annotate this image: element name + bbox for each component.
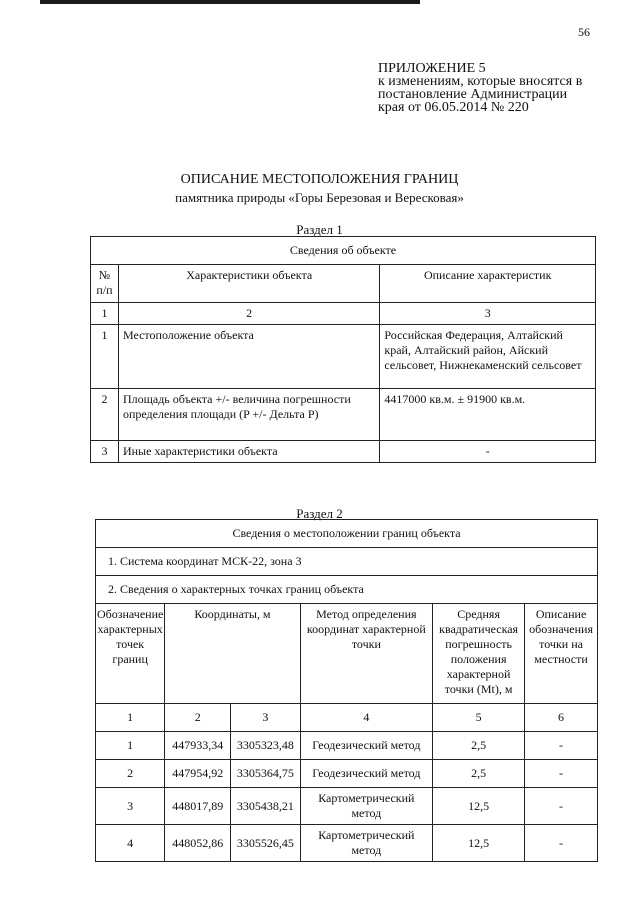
column-number: 2 (118, 303, 379, 325)
coordinate-x: 447933,34 (165, 732, 231, 760)
method: Геодезический метод (300, 760, 432, 788)
appendix-title: ПРИЛОЖЕНИЕ 5 (378, 61, 486, 76)
point-number: 2 (96, 760, 165, 788)
method: Геодезический метод (300, 732, 432, 760)
point-description: - (525, 825, 598, 862)
header-point: Обозначение характерных точек границ (96, 604, 165, 704)
method: Картометрический метод (300, 788, 432, 825)
section-1-caption: Сведения об объекте (91, 237, 596, 265)
row-value: - (380, 441, 596, 463)
row-number: 2 (91, 389, 119, 441)
column-number: 3 (380, 303, 596, 325)
row-name: Местоположение объекта (118, 325, 379, 389)
column-number: 1 (96, 704, 165, 732)
mean-error: 2,5 (433, 732, 525, 760)
point-number: 1 (96, 732, 165, 760)
coordinate-x: 447954,92 (165, 760, 231, 788)
appendix-line-3: края от 06.05.2014 № 220 (378, 100, 529, 115)
row-number: 1 (91, 325, 119, 389)
table-row (91, 441, 596, 463)
column-number: 5 (433, 704, 525, 732)
section-1-label: Раздел 1 (296, 222, 343, 237)
point-description: - (525, 788, 598, 825)
section-2-table (95, 519, 598, 862)
scan-top-edge (40, 0, 420, 4)
column-number: 2 (165, 704, 231, 732)
page-number: 56 (578, 25, 590, 39)
coordinate-x: 448017,89 (165, 788, 231, 825)
point-number: 3 (96, 788, 165, 825)
header-characteristic: Характеристики объекта (118, 265, 379, 303)
document-title: ОПИСАНИЕ МЕСТОПОЛОЖЕНИЯ ГРАНИЦ (180, 172, 459, 187)
point-description: - (525, 732, 598, 760)
header-coordinates: Координаты, м (165, 604, 300, 704)
table-row (96, 760, 598, 788)
header-error: Средняя квадратическая погрешность положения характерной точки (Mt), м (433, 604, 525, 704)
method: Картометрический метод (300, 825, 432, 862)
table-row (91, 325, 596, 389)
column-number: 3 (231, 704, 300, 732)
column-number: 4 (300, 704, 432, 732)
section-2-label: Раздел 2 (296, 506, 343, 521)
column-number: 1 (91, 303, 119, 325)
appendix-line-1: к изменениям, которые вносятся в (378, 74, 583, 89)
mean-error: 12,5 (433, 788, 525, 825)
header-point-description: Описание обозначения точки на местности (525, 604, 598, 704)
table-row (96, 825, 598, 862)
coordinate-y: 3305438,21 (231, 788, 300, 825)
column-number: 6 (525, 704, 598, 732)
coordinate-y: 3305364,75 (231, 760, 300, 788)
coordinate-y: 3305323,48 (231, 732, 300, 760)
coordinate-x: 448052,86 (165, 825, 231, 862)
mean-error: 12,5 (433, 825, 525, 862)
appendix-line-2: постановление Администрации (378, 87, 568, 102)
row-value: Российская Федерация, Алтайский край, Алтайский район, Айский сельсовет, Нижнекаменский сельсовет (380, 325, 596, 389)
coordinate-system: 1. Система координат МСК-22, зона 3 (96, 548, 598, 576)
point-number: 4 (96, 825, 165, 862)
table-row (91, 389, 596, 441)
appendix-block (378, 62, 582, 114)
document-subtitle: памятника природы «Горы Березовая и Вересковая» (175, 190, 464, 205)
row-name: Площадь объекта +/- величина погрешности определения площади (P +/- Дельта P) (118, 389, 379, 441)
point-description: - (525, 760, 598, 788)
header-number: № п/п (91, 265, 119, 303)
section-2-caption: Сведения о местоположении границ объекта (96, 520, 598, 548)
coordinate-y: 3305526,45 (231, 825, 300, 862)
row-number: 3 (91, 441, 119, 463)
table-row (96, 732, 598, 760)
row-value: 4417000 кв.м. ± 91900 кв.м. (380, 389, 596, 441)
header-description: Описание характеристик (380, 265, 596, 303)
table-row (96, 788, 598, 825)
header-method: Метод определения координат характерной точки (300, 604, 432, 704)
row-name: Иные характеристики объекта (118, 441, 379, 463)
mean-error: 2,5 (433, 760, 525, 788)
points-caption: 2. Сведения о характерных точках границ объекта (96, 576, 598, 604)
section-1-table (90, 236, 596, 463)
